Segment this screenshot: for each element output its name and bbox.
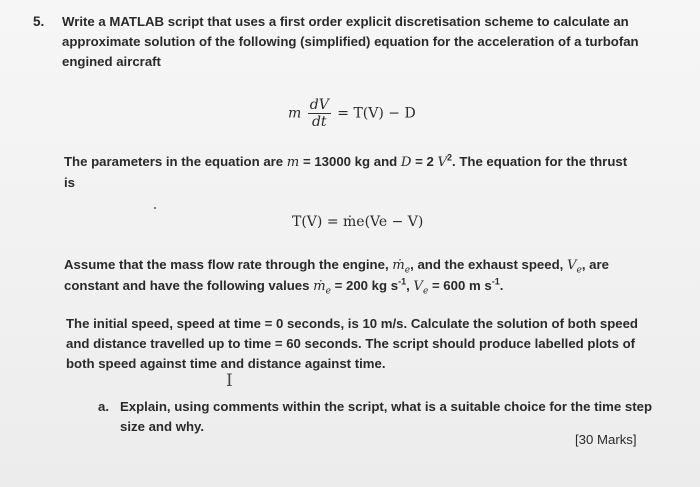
initial-line-1: The initial speed, speed at time = 0 seconds, is 10 m/s. Calculate the solution of both speed [66, 316, 638, 331]
parameters-line-1: The parameters in the equation are m = 13000 kg and D = 2 $V^2$. The equation for the thrust [64, 152, 628, 170]
eq1-mass-symbol: m [288, 105, 302, 122]
eq1-denominator: dt [311, 114, 327, 130]
assumption-line-1: Assume that the mass flow rate through the engine, ṁ$_e$, and the exhaust speed, $V_e$, are [64, 257, 609, 276]
equation-thrust: T(V) = ṁe(Ve − V) [292, 214, 424, 230]
stray-mark [154, 207, 156, 209]
intro-line-2: approximate solution of the following (simplified) equation for the acceleration of a turbofan [62, 34, 639, 49]
initial-line-3: both speed against time and distance against time. [66, 356, 386, 371]
eq1-fraction [308, 97, 331, 130]
eq1-numerator: dV [309, 97, 329, 113]
assumption-paragraph [64, 255, 609, 297]
part-a-text [120, 397, 652, 437]
parameters-line-2: is [64, 175, 75, 190]
question-number: 5. [33, 14, 45, 29]
part-a-line-2: size and why. [120, 419, 205, 434]
part-a-label: a. [98, 399, 109, 414]
marks-label: [30 Marks] [575, 432, 637, 447]
equation-acceleration [288, 97, 416, 130]
part-a-line-1: Explain, using comments within the script, what is a suitable choice for the time step [120, 399, 653, 414]
intro-line-3: engined aircraft [62, 54, 161, 69]
intro-line-1: Write a MATLAB script that uses a first order explicit discretisation scheme to calculate an [62, 14, 629, 29]
question-intro [62, 12, 639, 72]
initial-conditions-paragraph [66, 314, 638, 374]
eq1-rhs: = T(V) − D [337, 105, 416, 122]
assumption-line-2: constant and have the following values ṁ$_e$ = 200 kg $s^{-1}$, $V_e = 600$ m $s^{-1}$. [64, 276, 504, 297]
text-cursor-icon: I [226, 371, 233, 391]
initial-line-2: and distance travelled up to time = 60 seconds. The script should produce labelled plots of [66, 336, 636, 351]
parameters-paragraph [64, 152, 627, 193]
